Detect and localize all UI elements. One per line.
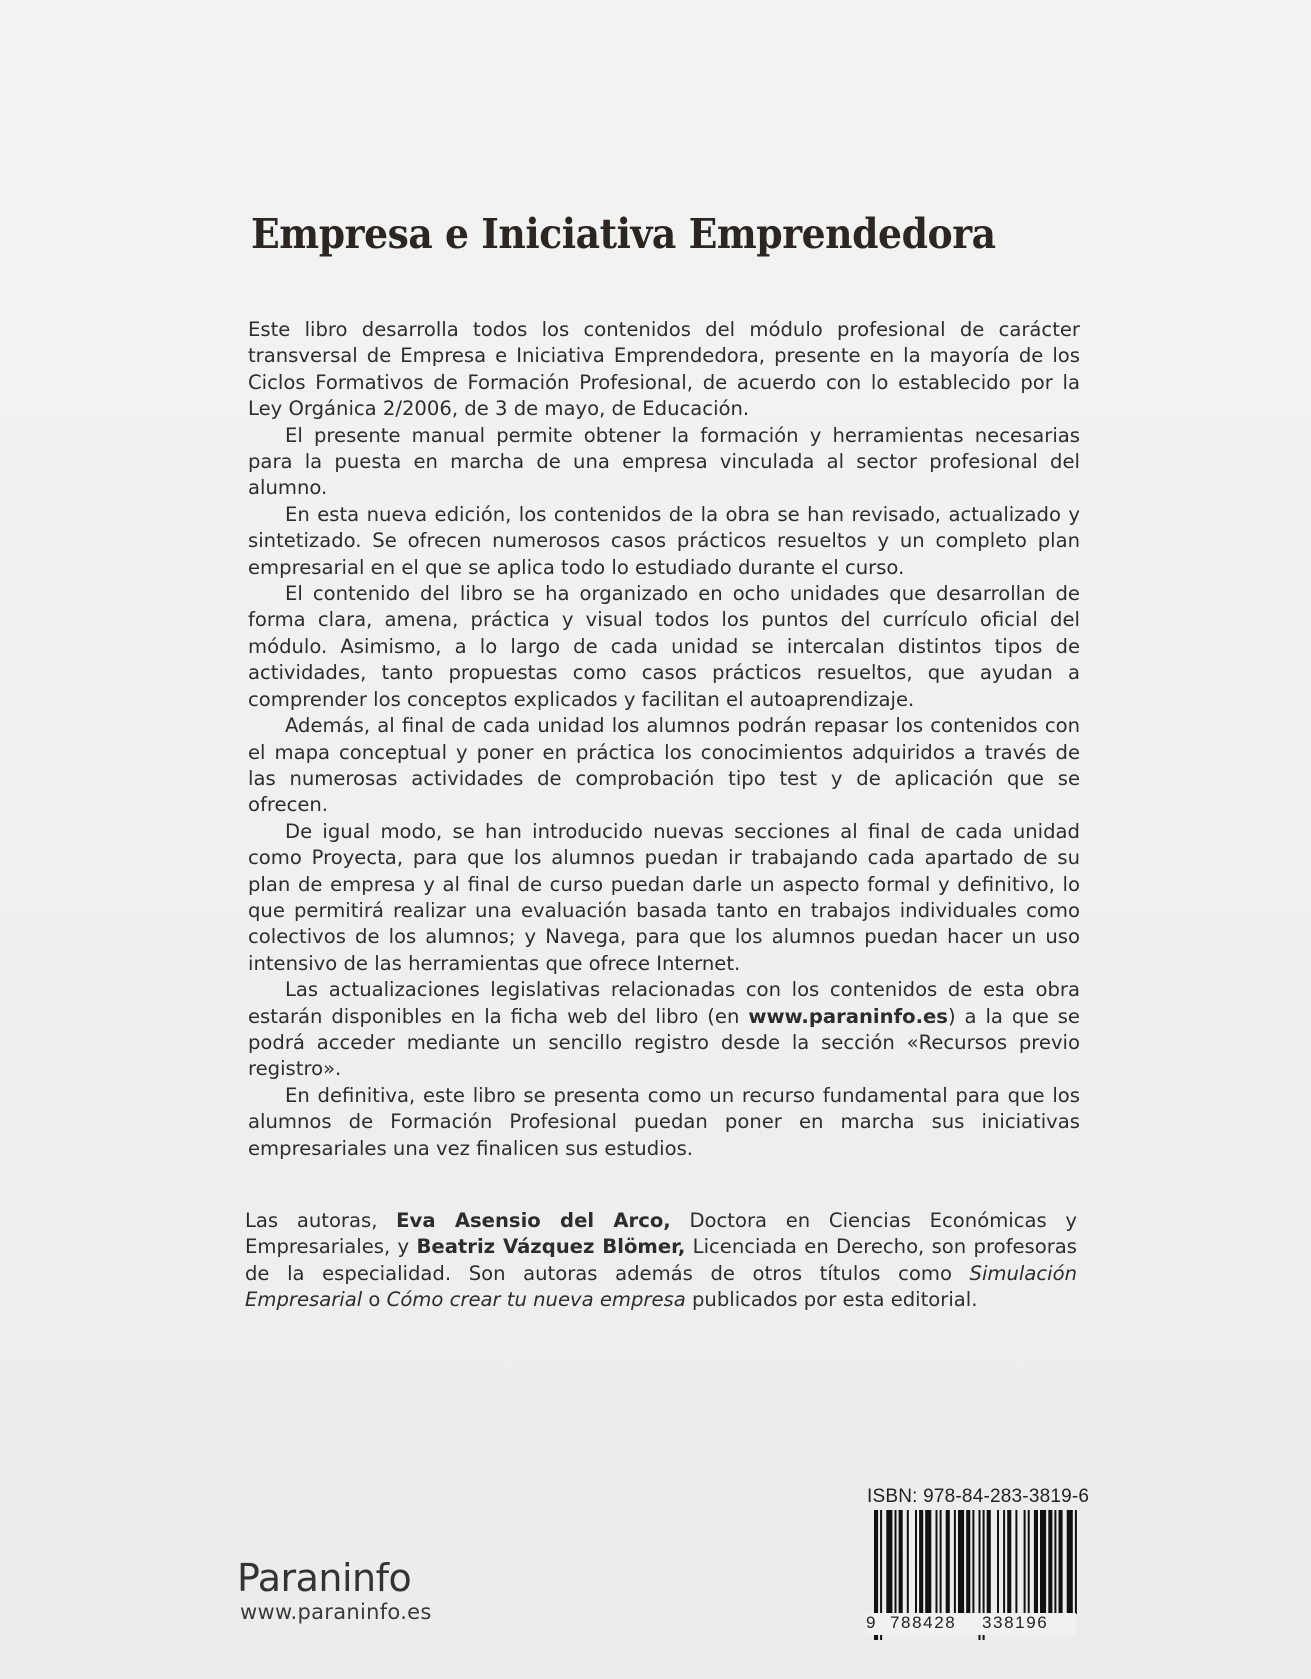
barcode-bar xyxy=(895,1510,897,1614)
synopsis-paragraph: El presente manual permite obtener la formación y herramientas necesarias para la puesta en marcha de una empresa vinculada al sector profesional del alumno. xyxy=(248,423,1080,500)
barcode-bar xyxy=(987,1510,991,1614)
synopsis-paragraph: De igual modo, se han introducido nuevas secciones al final de cada unidad como Proyecta, para que los alumnos puedan ir trabajando cada apartado de su plan de empresa y al final de curso puedan darle un aspecto formal y definitivo, lo que permitirá realizar una evaluación basada tanto en trabajos individuales como colectivos de los alumnos; y Navega, para que los alumnos puedan hacer un uso intensivo de las herramientas que ofrece Internet. xyxy=(248,819,1080,975)
book-title: Empresa e Iniciativa Emprendedora xyxy=(251,210,996,258)
barcode-bar xyxy=(1003,1510,1005,1614)
text-span: o xyxy=(362,1288,387,1312)
barcode-bar xyxy=(997,1510,999,1614)
synopsis-paragraph: En definitiva, este libro se presenta como un recurso fundamental para que los alumnos de Formación Profesional puedan poner en marcha sus iniciativas empresariales una vez finalicen sus estudios. xyxy=(248,1083,1080,1160)
barcode-bar xyxy=(899,1510,903,1614)
text-span: Licenciada en Derecho, son profesoras de la especialidad. Son autoras además de otros títulos como xyxy=(245,1235,1078,1285)
text-span: Doctora en Ciencias Económicas y Empresariales, y xyxy=(245,1209,1078,1259)
publisher-url: www.paraninfo.es xyxy=(240,1600,432,1624)
text-span: Las actualizaciones legislativas relacionadas con los contenidos de esta obra estarán disponibles en la ficha web del libro (en xyxy=(248,978,1080,1028)
barcode-bar xyxy=(919,1510,923,1614)
barcode-digit-group: 338196 xyxy=(982,1613,1049,1632)
barcode-digit-group: 788428 xyxy=(890,1613,957,1632)
barcode-bar xyxy=(966,1510,970,1614)
synopsis xyxy=(248,317,1080,1162)
barcode-bar xyxy=(1028,1510,1030,1614)
barcode-bar xyxy=(915,1510,917,1614)
barcode-bar xyxy=(972,1510,974,1614)
barcode-bar xyxy=(925,1510,931,1614)
barcode-bar xyxy=(946,1510,950,1614)
author-name: Beatriz Vázquez Blömer, xyxy=(416,1235,686,1259)
barcode-bar xyxy=(1040,1510,1046,1614)
authors-bio xyxy=(245,1208,1077,1314)
synopsis-paragraph: Este libro desarrolla todos los contenidos del módulo profesional de carácter transversal de Empresa e Iniciativa Emprendedora, presente en la mayoría de los Ciclos Formativos de Formación Profesional, de acuerdo con lo establecido por la Ley Orgánica 2/2006, de 3 de mayo, de Educación. xyxy=(248,318,1080,421)
book-title-ref: Cómo crear tu nueva empresa xyxy=(386,1288,686,1312)
synopsis-paragraph: Además, al final de cada unidad los alumnos podrán repasar los contenidos con el mapa conceptual y poner en práctica los conocimientos adquiridos a través de las numerosas actividades de comprobación tipo test y de aplicación que se ofrecen. xyxy=(248,714,1080,817)
barcode-bar xyxy=(1015,1510,1017,1614)
barcode-bar xyxy=(1034,1510,1038,1614)
text-span: Las autoras, xyxy=(245,1209,397,1232)
barcode-bar xyxy=(1054,1510,1056,1614)
barcode-bar xyxy=(886,1510,892,1614)
publisher-logo: Paraninfo xyxy=(237,1556,412,1600)
text-span: publicados por esta editorial. xyxy=(685,1288,978,1312)
synopsis-paragraph: En esta nueva edición, los contenidos de la obra se han revisado, actualizado y sintetizado. Se ofrecen numerosos casos prácticos resueltos y un completo plan empresarial en el que se aplica todo lo estudiado durante el curso. xyxy=(248,502,1080,579)
barcode-bar xyxy=(936,1510,938,1614)
barcode-bar xyxy=(1007,1510,1011,1614)
author-name: Eva Asensio del Arco, xyxy=(396,1209,671,1232)
barcode-bar xyxy=(1024,1510,1026,1614)
barcode-digit-first: 9 xyxy=(866,1613,878,1632)
barcode-bar xyxy=(907,1510,909,1614)
barcode-bar xyxy=(940,1510,942,1614)
synopsis-paragraph xyxy=(248,977,1080,1083)
book-title-ref: Simulación Empresarial xyxy=(245,1261,1077,1312)
isbn-label: ISBN: 978-84-283-3819-6 xyxy=(867,1486,1090,1507)
barcode-digits xyxy=(866,1613,1076,1635)
barcode-bar xyxy=(1048,1510,1052,1614)
synopsis-paragraph: El contenido del libro se ha organizado en ocho unidades que desarrollan de forma clara, amena, práctica y visual todos los puntos del currículo oficial del módulo. Asimismo, a lo largo de cada unidad se intercalan distintos tipos de actividades, tanto propuestas como casos prácticos resueltos, que ayudan a comprender los conceptos explicados y facilitan el autoaprendizaje. xyxy=(248,582,1080,711)
barcode-bar xyxy=(1075,1510,1077,1614)
barcode-bar xyxy=(1059,1510,1063,1614)
text-span: ) a la que se podrá acceder mediante un sencillo registro desde la sección «Recursos previo registro». xyxy=(248,1004,1080,1081)
barcode-bar xyxy=(958,1510,964,1614)
website-link[interactable]: www.paraninfo.es xyxy=(748,1004,948,1028)
barcode-bar xyxy=(1067,1510,1073,1614)
barcode-bar xyxy=(954,1510,956,1614)
